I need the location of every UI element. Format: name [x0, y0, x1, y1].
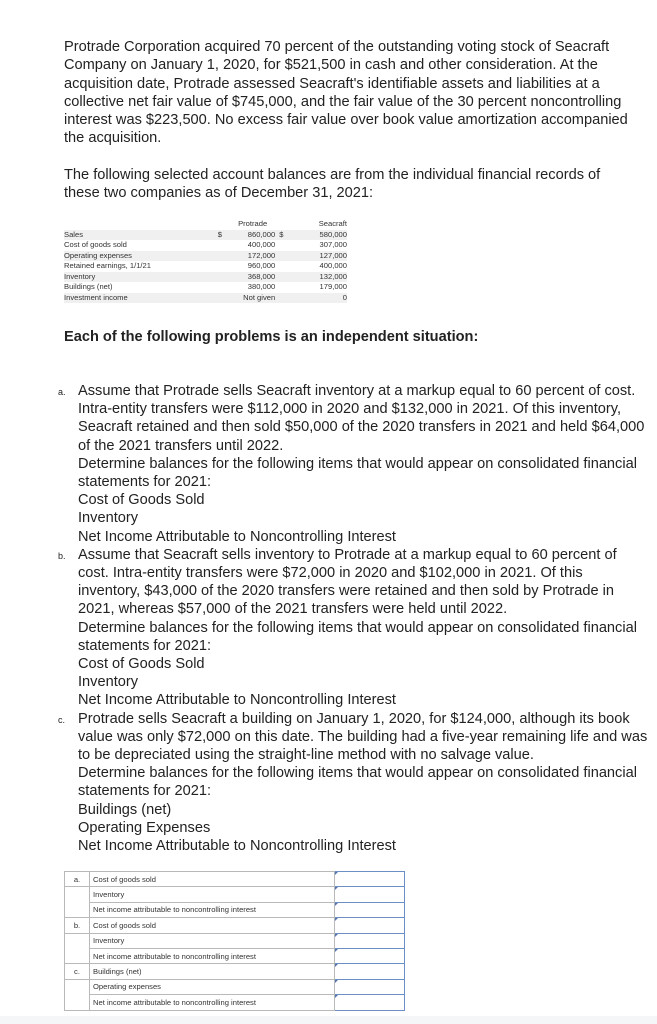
row-label: Cost of goods sold	[90, 872, 335, 887]
row-label: Buildings (net)	[90, 964, 335, 979]
problem-item: Buildings (net)	[78, 801, 172, 818]
problem-b	[58, 546, 648, 710]
table-row	[65, 887, 405, 902]
problem-item: Cost of Goods Sold	[78, 492, 205, 509]
seacraft-value: 580,000	[292, 230, 347, 241]
protrade-value: 380,000	[247, 282, 276, 291]
problem-text: Protrade sells Seacraft a building on January 1, 2020, for $124,000, although its book value was only $72,000 on this date. The building had a five-year remaining life and was to be depreciated using the straight-line method with no salvage value.	[78, 710, 648, 764]
problem-a	[58, 382, 648, 546]
table-row	[64, 251, 347, 262]
table-row	[64, 230, 347, 241]
answer-cell	[335, 933, 405, 948]
problem-item: Inventory	[78, 674, 139, 691]
problem-text: Assume that Seacraft sells inventory to Protrade at a markup equal to 60 percent of cost. Intra-entity transfers were $72,000 in 2020 and $102,000 in 2021. Of this inventory, $43,000 of the 2020 transfers were retained and then sold by Protrade in 2021, whereas $57,000 of the 2021 transfers were held until 2022.	[78, 546, 617, 618]
problem-c	[58, 710, 648, 856]
cell-marker-icon	[335, 949, 338, 952]
answer-cell	[335, 979, 405, 994]
cell-marker-icon	[335, 872, 338, 875]
row-label: Operating expenses	[90, 979, 335, 994]
answer-input[interactable]	[335, 872, 404, 886]
problem-marker: b.	[58, 550, 66, 561]
seacraft-value: 179,000	[319, 282, 347, 291]
row-label: Inventory	[90, 933, 335, 948]
problem-item: Net Income Attributable to Noncontrolling Interest	[78, 528, 396, 545]
seacraft-value: 0	[292, 293, 347, 304]
table-row	[64, 261, 347, 272]
row-marker	[65, 902, 90, 917]
problem-list	[58, 382, 648, 855]
problem-marker: a.	[58, 387, 66, 397]
row-label: Operating expenses	[64, 251, 218, 262]
cell-marker-icon	[335, 918, 338, 921]
row-marker	[65, 948, 90, 963]
answer-cell	[335, 918, 405, 933]
table-row	[65, 995, 405, 1010]
protrade-value: 860,000	[230, 230, 275, 241]
account-balances-table	[64, 219, 347, 303]
seacraft-value: 400,000	[319, 261, 347, 270]
table-row	[64, 240, 347, 251]
row-label: Net income attributable to noncontrolling interest	[90, 902, 335, 917]
row-label: Inventory	[64, 272, 218, 283]
row-marker	[65, 979, 90, 994]
bottom-edge	[0, 1016, 657, 1024]
intro-balances-paragraph: The following selected account balances are from the individual financial records of these two companies as of December 31, 2021:	[64, 167, 601, 202]
row-label: Net income attributable to noncontrolling interest	[90, 948, 335, 963]
row-label: Cost of goods sold	[90, 918, 335, 933]
answer-cell	[335, 964, 405, 979]
problem-instruction: Determine balances for the following items that would appear on consolidated financial statements for 2021:	[78, 619, 637, 654]
answer-table	[64, 871, 405, 1011]
row-label: Sales	[64, 230, 218, 241]
answer-cell	[335, 948, 405, 963]
col-header-protrade: Protrade	[238, 219, 268, 228]
answer-cell	[335, 902, 405, 917]
table-row	[65, 872, 405, 887]
protrade-value: 960,000	[247, 261, 276, 270]
section-heading: Each of the following problems is an independent situation:	[64, 329, 479, 345]
row-marker	[65, 887, 90, 902]
problem-instruction: Determine balances for the following items that would appear on consolidated financial statements for 2021:	[78, 765, 637, 800]
cell-marker-icon	[335, 964, 338, 967]
table-row	[65, 918, 405, 933]
problem-item: Inventory	[78, 510, 139, 527]
problem-item: Operating Expenses	[78, 819, 211, 836]
cell-marker-icon	[335, 903, 338, 906]
protrade-value: 400,000	[247, 240, 276, 249]
protrade-value: 172,000	[230, 251, 275, 262]
problem-text: Assume that Protrade sells Seacraft inventory at a markup equal to 60 percent of cost. Intra-entity transfers were $112,000 in 2020 and $132,000 in 2021. Of this inventory, Seacraft retained and then sold $50,000 of the 2020 transfers in 2021 and held $64,000 of the 2021 transfers until 2022.	[78, 383, 645, 454]
answer-input[interactable]	[335, 888, 404, 902]
intro-paragraph: Protrade Corporation acquired 70 percent of the outstanding voting stock of Seacraft Company on January 1, 2020, for $521,500 in cash and other consideration. At the acquisition date, Protrade assessed Seacraft's identifiable assets and liabilities at a collective net fair value of $745,000, and the fair value of the 30 percent noncontrolling interest was $223,500. No excess fair value over book value amortization accompanied the acquisition.	[64, 39, 628, 147]
dollar-sign: $	[218, 230, 230, 241]
cell-marker-icon	[335, 887, 338, 890]
cell-marker-icon	[335, 980, 338, 983]
answer-input[interactable]	[335, 980, 404, 994]
dollar-sign: $	[275, 230, 291, 241]
answer-input[interactable]	[335, 965, 404, 979]
table-row	[65, 964, 405, 979]
answer-input[interactable]	[335, 903, 404, 917]
problem-item: Cost of Goods Sold	[78, 656, 205, 673]
answer-input[interactable]	[335, 934, 404, 948]
problem-item: Net Income Attributable to Noncontrolling Interest	[78, 692, 396, 709]
col-header-seacraft: Seacraft	[318, 219, 347, 228]
problem-marker: c.	[58, 714, 66, 725]
row-marker: a.	[65, 872, 90, 887]
answer-input[interactable]	[335, 918, 404, 932]
table-row	[65, 933, 405, 948]
answer-cell	[335, 872, 405, 887]
cell-marker-icon	[335, 995, 338, 998]
row-label: Buildings (net)	[64, 282, 113, 291]
answer-cell	[335, 995, 405, 1010]
table-row	[65, 948, 405, 963]
table-row	[64, 293, 347, 304]
problem-instruction: Determine balances for the following items that would appear on consolidated financial statements for 2021:	[78, 455, 637, 491]
answer-cell	[335, 887, 405, 902]
seacraft-value: 132,000	[292, 272, 347, 283]
table-row	[65, 979, 405, 994]
row-marker: c.	[65, 964, 90, 979]
row-label: Retained earnings, 1/1/21	[64, 261, 151, 270]
problem-item: Net Income Attributable to Noncontrolling Interest	[78, 838, 396, 855]
row-label: Inventory	[90, 887, 335, 902]
protrade-value: 368,000	[230, 272, 275, 283]
row-label: Investment income	[64, 293, 218, 304]
row-label: Net income attributable to noncontrolling interest	[90, 995, 335, 1010]
answer-input[interactable]	[335, 949, 404, 963]
row-marker	[65, 933, 90, 948]
table-row	[64, 282, 347, 293]
row-label: Cost of goods sold	[64, 240, 127, 249]
table-row	[64, 272, 347, 283]
protrade-value: Not given	[230, 293, 275, 304]
table-row	[65, 902, 405, 917]
seacraft-value: 127,000	[292, 251, 347, 262]
row-marker	[65, 995, 90, 1010]
seacraft-value: 307,000	[319, 240, 347, 249]
row-marker: b.	[65, 918, 90, 933]
cell-marker-icon	[335, 934, 338, 937]
answer-input[interactable]	[335, 995, 404, 1009]
